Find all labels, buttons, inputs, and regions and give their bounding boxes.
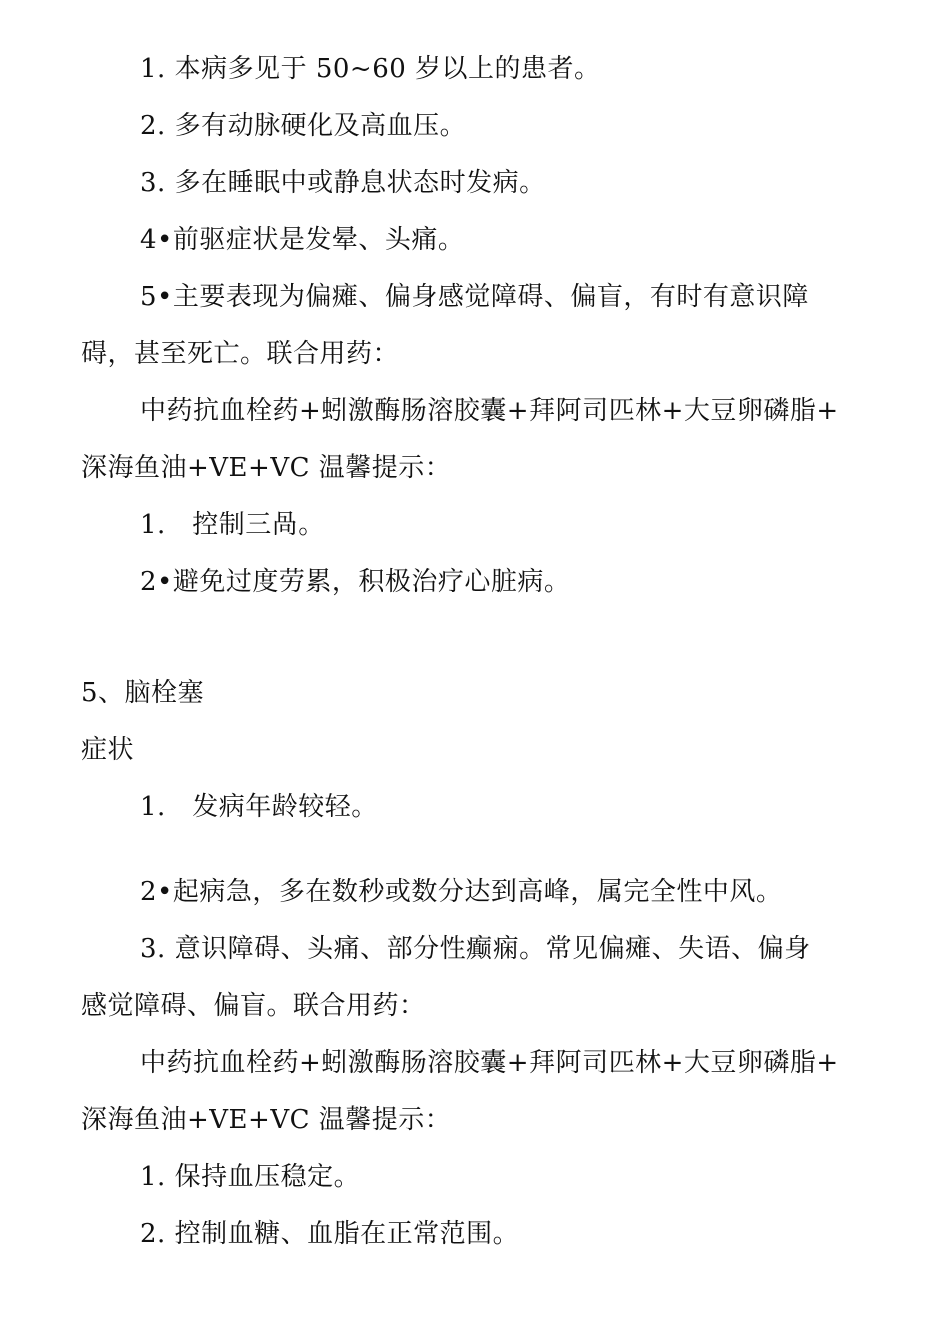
list-item: 3. 意识障碍、头痛、部分性癫痫。常见偏瘫、失语、偏身 bbox=[140, 934, 811, 964]
tip-item: 2. 控制血糖、血脂在正常范围。 bbox=[140, 1219, 520, 1249]
tip-item: 1. 保持血压稳定。 bbox=[140, 1162, 361, 1192]
list-item: 2•起病急，多在数秒或数分达到高峰，属完全性中风。 bbox=[140, 877, 783, 907]
section-heading: 5、脑栓塞 bbox=[81, 678, 205, 708]
paragraph-continuation: 感觉障碍、偏盲。联合用药： bbox=[81, 991, 426, 1021]
section-subheading: 症状 bbox=[81, 735, 135, 765]
medicine-paragraph-continuation: 深海鱼油+VE+VC 温馨提示： bbox=[81, 453, 452, 483]
list-item: 2. 多有动脉硬化及高血压。 bbox=[140, 111, 467, 141]
list-item: 5•主要表现为偏瘫、偏身感觉障碍、偏盲，有时有意识障 bbox=[140, 282, 809, 312]
list-item: 4•前驱症状是发晕、头痛。 bbox=[140, 225, 465, 255]
medicine-paragraph-continuation: 深海鱼油+VE+VC 温馨提示： bbox=[81, 1105, 452, 1135]
list-item: 3. 多在睡眠中或静息状态时发病。 bbox=[140, 168, 546, 198]
paragraph-continuation: 碍，甚至死亡。联合用药： bbox=[81, 339, 400, 369]
tip-item: 2•避免过度劳累，积极治疗心脏病。 bbox=[140, 567, 571, 597]
medicine-paragraph: 中药抗血栓药+蚓激酶肠溶胶囊+拜阿司匹林+大豆卵磷脂+ bbox=[140, 1048, 839, 1078]
list-item: 1. 本病多见于 50~60 岁以上的患者。 bbox=[140, 54, 601, 84]
list-item: 1. 发病年龄较轻。 bbox=[140, 792, 378, 822]
medicine-paragraph: 中药抗血栓药+蚓激酶肠溶胶囊+拜阿司匹林+大豆卵磷脂+ bbox=[140, 396, 839, 426]
tip-item: 1. 控制三咼。 bbox=[140, 510, 325, 540]
